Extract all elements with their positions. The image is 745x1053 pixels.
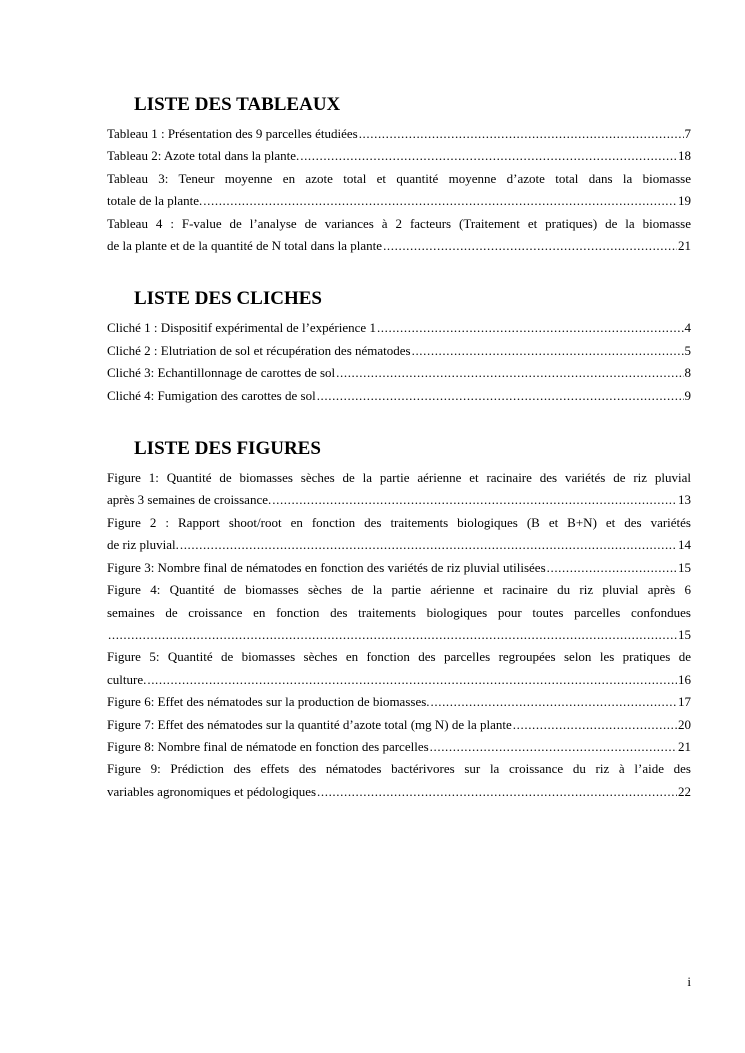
toc-entry[interactable] <box>107 123 691 145</box>
entry-page-number: 15 <box>678 626 691 642</box>
entry-page-number: 16 <box>678 671 691 687</box>
dot-leader <box>108 624 677 646</box>
toc-entry[interactable] <box>107 317 691 339</box>
dot-leader <box>336 362 683 384</box>
dot-leader <box>147 669 677 691</box>
entry-text: totale de la plante. <box>107 193 203 209</box>
entry-page-number: 17 <box>678 694 691 710</box>
entry-last-line <box>107 235 691 257</box>
entry-last-line <box>107 624 691 646</box>
toc-entry[interactable] <box>107 646 691 691</box>
entry-text: Cliché 1 : Dispositif expérimental de l’expérience 1 <box>107 320 376 336</box>
toc-entry[interactable] <box>107 758 691 803</box>
entry-text: variables agronomiques et pédologiques <box>107 783 317 799</box>
toc-entry[interactable] <box>107 557 691 579</box>
toc-entry[interactable] <box>107 467 691 512</box>
dot-leader <box>300 145 677 167</box>
entry-page-number: 22 <box>678 783 691 799</box>
entry-last-line <box>107 123 691 145</box>
entry-text: Tableau 3: Teneur moyenne en azote total et quantité moyenne d’azote total dans la biomasse <box>107 170 691 186</box>
toc-entry[interactable] <box>107 385 691 407</box>
entry-text: de riz pluvial. <box>107 537 179 553</box>
entry-last-line <box>107 534 691 556</box>
toc-entry[interactable] <box>107 213 691 258</box>
lists-container <box>107 94 691 834</box>
toc-entry[interactable] <box>107 145 691 167</box>
entry-text: Figure 7: Effet des nématodes sur la quantité d’azote total (mg N) de la plante <box>107 716 512 732</box>
entry-text: de la plante et de la quantité de N total dans la plante <box>107 238 383 254</box>
entry-last-line <box>107 489 691 511</box>
entry-page-number: 18 <box>678 148 691 164</box>
entry-text: Cliché 3: Echantillonnage de carottes de sol <box>107 365 336 381</box>
entry-page-number: 9 <box>684 387 691 403</box>
dot-leader <box>203 190 677 212</box>
entry-last-line <box>107 190 691 212</box>
toc-entry[interactable] <box>107 691 691 713</box>
entry-page-number: 20 <box>678 716 691 732</box>
entry-text: Figure 8: Nombre final de nématode en fonction des parcelles <box>107 738 429 754</box>
entry-page-number: 13 <box>678 492 691 508</box>
dot-leader <box>547 557 677 579</box>
list-section <box>107 438 691 803</box>
toc-entry[interactable] <box>107 168 691 213</box>
dot-leader <box>317 385 684 407</box>
section-title: LISTE DES TABLEAUX <box>134 94 341 115</box>
entry-last-line <box>107 145 691 167</box>
dot-leader <box>412 340 684 362</box>
dot-leader <box>359 123 684 145</box>
entry-text: Cliché 2 : Elutriation de sol et récupération des nématodes <box>107 342 411 358</box>
entry-text: Figure 2 : Rapport shoot/root en fonction des traitements biologiques (B et B+N) et des variétés <box>107 514 691 530</box>
entry-last-line <box>107 714 691 736</box>
entry-last-line <box>107 385 691 407</box>
dot-leader <box>430 736 677 758</box>
entry-last-line <box>107 781 691 803</box>
entry-text: semaines de croissance en fonction des traitements biologiques pour toutes parcelles confondues <box>107 604 691 620</box>
dot-leader <box>431 691 677 713</box>
entry-text: Figure 1: Quantité de biomasses sèches de la partie aérienne et racinaire des variétés de riz pluvial <box>107 470 691 486</box>
dot-leader <box>272 489 677 511</box>
entry-page-number: 15 <box>678 559 691 575</box>
entry-text: après 3 semaines de croissance. <box>107 492 272 508</box>
toc-entry[interactable] <box>107 340 691 362</box>
list-section <box>107 94 691 257</box>
entry-last-line <box>107 557 691 579</box>
entry-text: Tableau 2: Azote total dans la plante. <box>107 148 300 164</box>
entry-page-number: 14 <box>678 537 691 553</box>
entry-last-line <box>107 736 691 758</box>
section-title: LISTE DES FIGURES <box>134 438 321 460</box>
entry-text: Tableau 1 : Présentation des 9 parcelles étudiées <box>107 126 358 141</box>
toc-entry[interactable] <box>107 362 691 384</box>
dot-leader <box>383 235 677 257</box>
entry-last-line <box>107 691 691 713</box>
entry-page-number: 4 <box>684 320 691 336</box>
dot-leader <box>317 781 677 803</box>
dot-leader <box>180 534 677 556</box>
list-section <box>107 288 691 407</box>
dot-leader <box>513 714 677 736</box>
entry-text: Tableau 4 : F-value de l’analyse de variances à 2 facteurs (Traitement et pratiques) de la biomasse <box>107 215 691 231</box>
entry-text: Figure 6: Effet des nématodes sur la production de biomasses. <box>107 694 430 710</box>
entry-page-number: 7 <box>684 126 691 141</box>
entry-last-line <box>107 669 691 691</box>
entry-page-number: 19 <box>678 193 691 209</box>
entry-page-number: 8 <box>684 365 691 381</box>
entry-text: culture. <box>107 671 147 687</box>
entry-text: Cliché 4: Fumigation des carottes de sol <box>107 387 316 403</box>
entry-last-line <box>107 362 691 384</box>
toc-entry[interactable] <box>107 714 691 736</box>
toc-entry[interactable] <box>107 736 691 758</box>
dot-leader <box>377 317 684 339</box>
entry-page-number: 21 <box>678 738 691 754</box>
toc-entry[interactable] <box>107 579 691 646</box>
entry-text: Figure 3: Nombre final de nématodes en fonction des variétés de riz pluvial utilisées <box>107 559 546 575</box>
entry-page-number: 5 <box>684 342 691 358</box>
entry-text: Figure 9: Prédiction des effets des nématodes bactérivores sur la croissance du riz à l’aide des <box>107 761 691 777</box>
entry-last-line <box>107 317 691 339</box>
toc-entry[interactable] <box>107 512 691 557</box>
entry-text: Figure 4: Quantité de biomasses sèches de la partie aérienne et racinaire du riz pluvial après 6 <box>107 582 691 598</box>
page-number: i <box>687 974 691 989</box>
entry-text: Figure 5: Quantité de biomasses sèches en fonction des parcelles regroupées selon les pratiques de <box>107 649 691 665</box>
entry-page-number: 21 <box>678 238 691 254</box>
entry-last-line <box>107 340 691 362</box>
section-title: LISTE DES CLICHES <box>134 288 322 310</box>
